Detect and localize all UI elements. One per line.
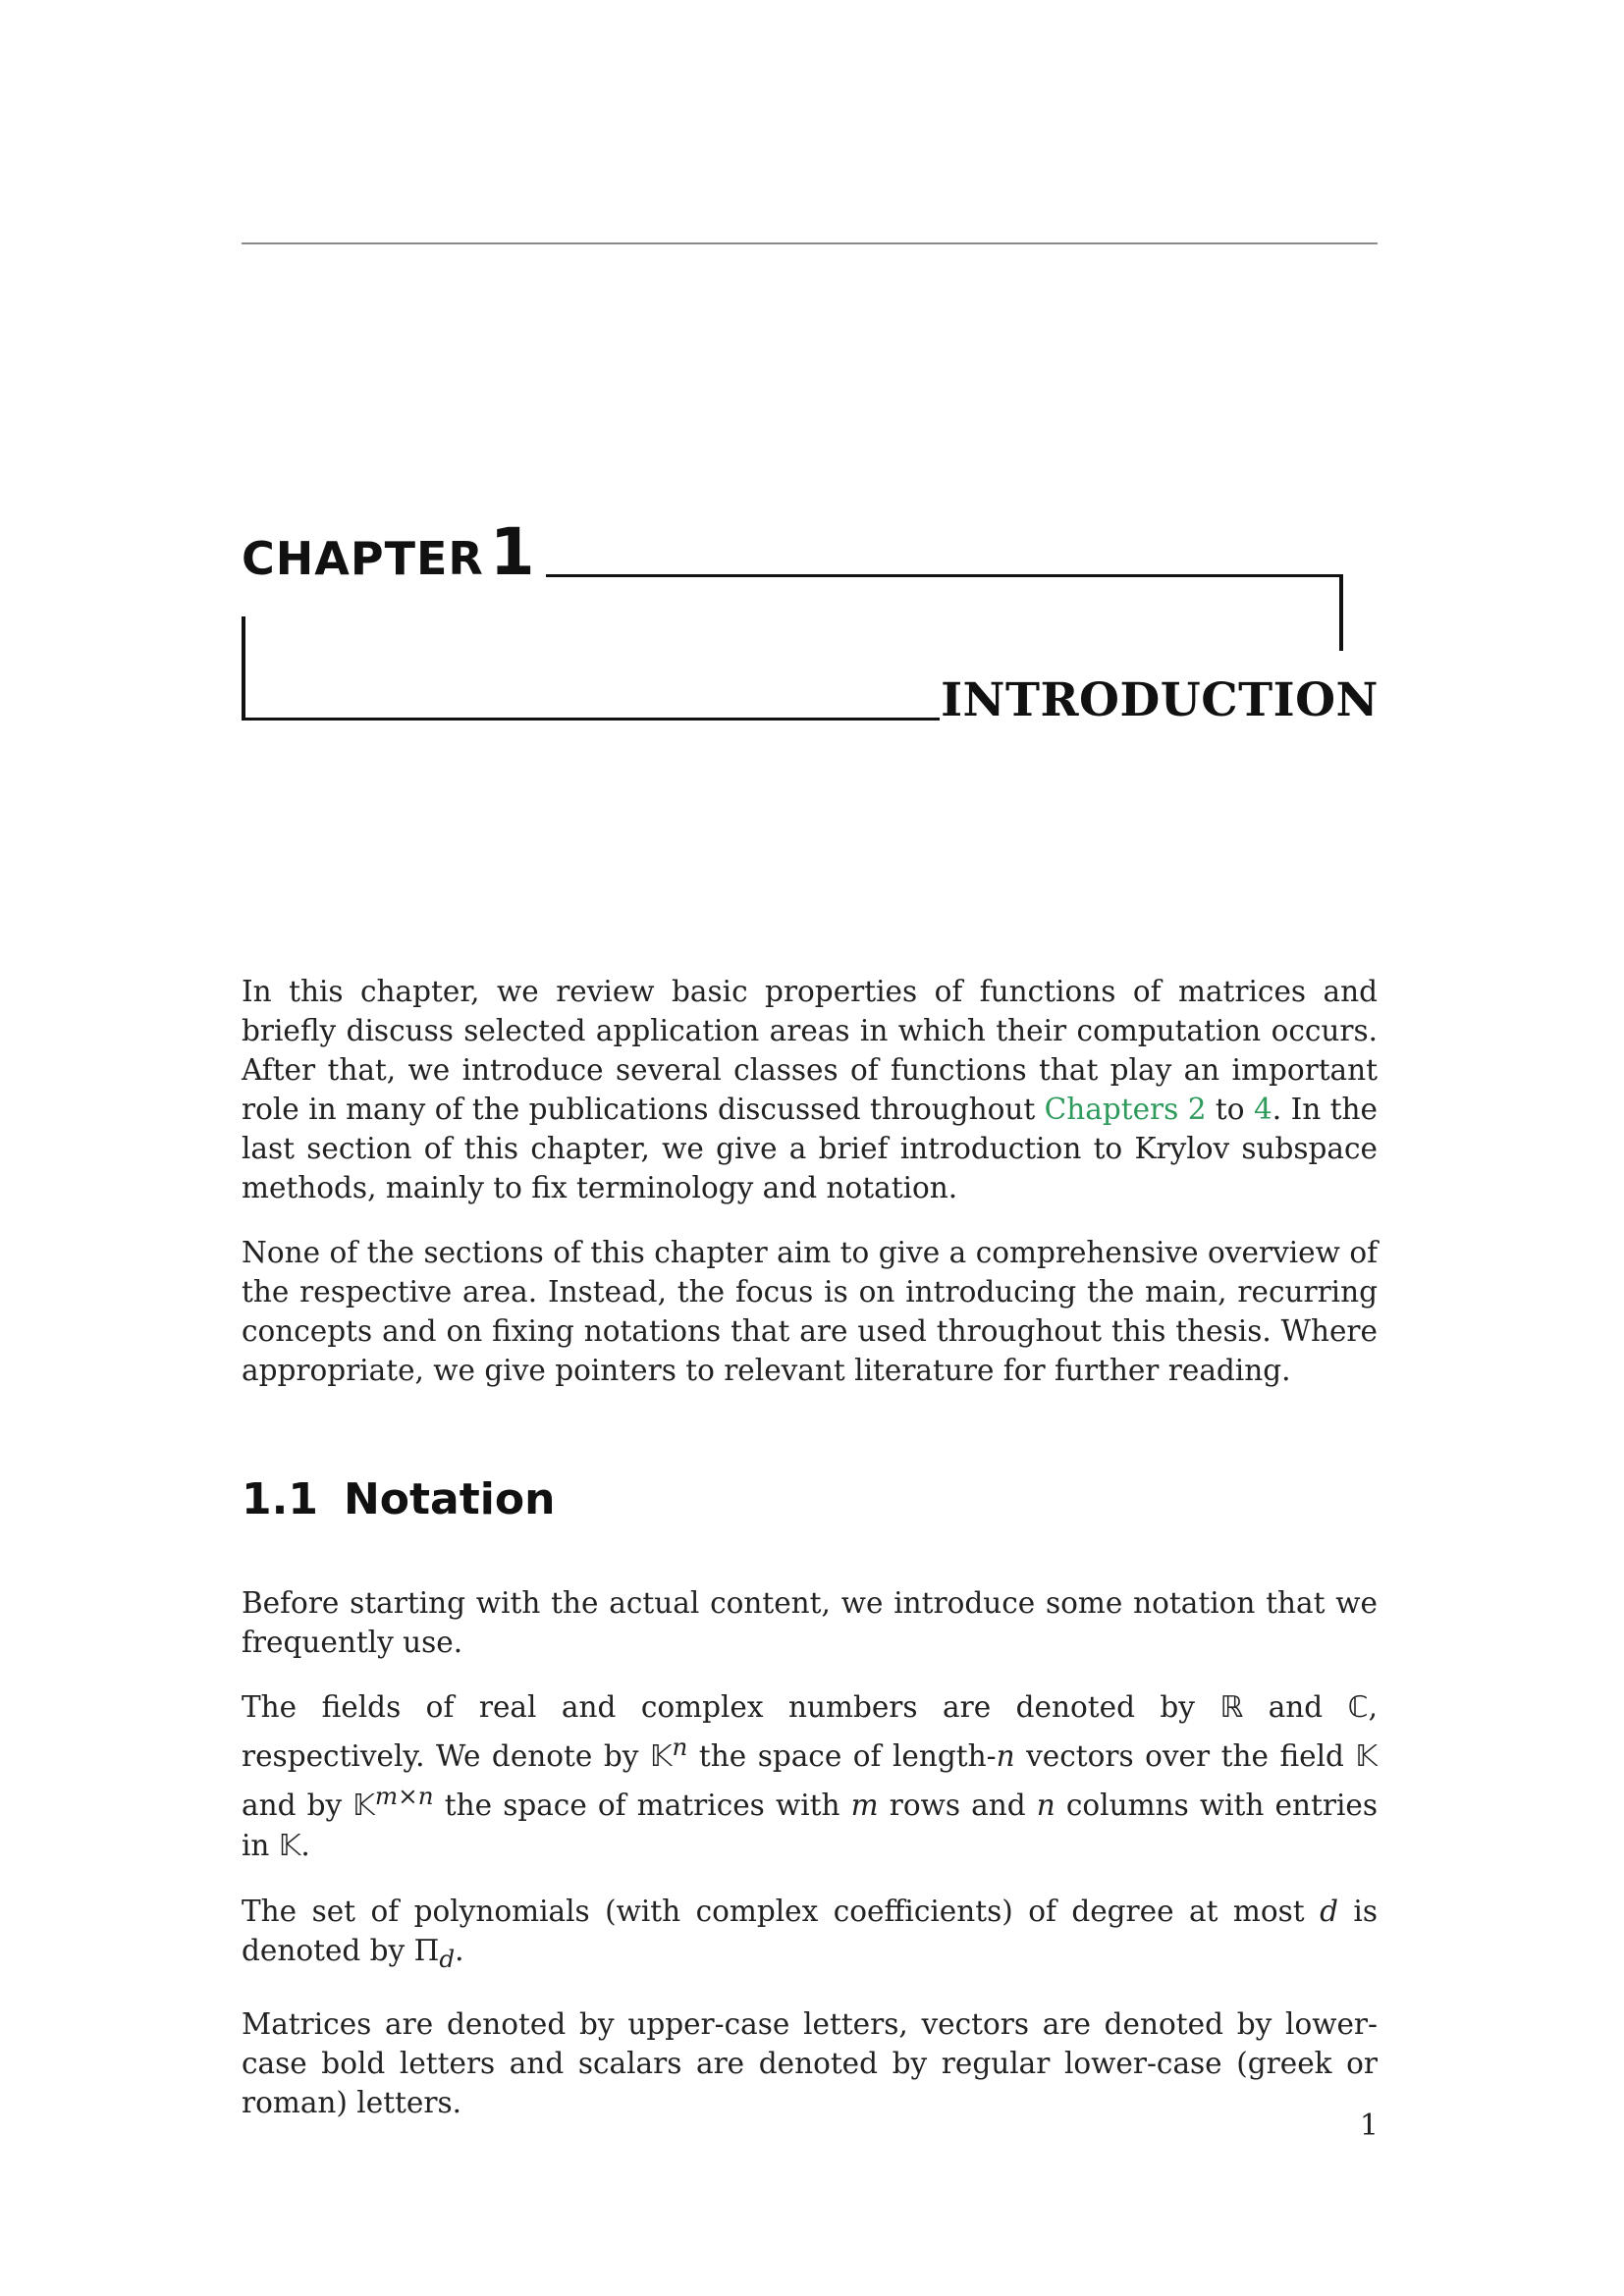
field-symbol: 𝕂 (1355, 1738, 1378, 1774)
chapter-frame-left-line (242, 616, 245, 721)
chapter-label (242, 514, 535, 590)
text-run: . (300, 1828, 310, 1862)
subscript-d: d (439, 1944, 456, 1973)
chapter-4-link[interactable]: 4 (1253, 1093, 1272, 1126)
text-run: the space of length- (687, 1738, 997, 1773)
page-number: 1 (1359, 2109, 1379, 2143)
variable-n: n (1036, 1788, 1056, 1822)
chapter-frame-bottom-line (242, 718, 940, 721)
notation-paragraph-3 (242, 1892, 1378, 1979)
text-run: is denoted by (242, 1894, 1378, 1967)
field-symbol: 𝕂 (278, 1828, 301, 1863)
superscript-m-times-n: m×n (374, 1781, 434, 1810)
intro-paragraph-1 (242, 972, 1378, 1207)
field-symbol: 𝕂 (649, 1738, 673, 1774)
intro-text-run: to (1206, 1093, 1254, 1126)
text-run: . (455, 1933, 464, 1967)
variable-m: m (850, 1788, 879, 1822)
text-run: and (1243, 1690, 1348, 1724)
text-run: The fields of real and complex numbers are denoted by (242, 1690, 1220, 1724)
section-title: Notation (343, 1474, 556, 1524)
chapter-frame-right-line (1339, 574, 1343, 651)
text-run: and by (242, 1788, 353, 1822)
real-numbers-symbol: ℝ (1219, 1690, 1244, 1725)
intro-text-run: In this chapter, we review basic properties of functions of matrices and briefly discuss selected application areas in which their computation occurs. After that, we introduce several classes of functions that play an important role in many of the publications discussed throughout (242, 975, 1378, 1126)
header-rule (242, 242, 1378, 244)
variable-n: n (996, 1738, 1015, 1773)
complex-numbers-symbol: ℂ (1347, 1690, 1369, 1725)
superscript-n: n (672, 1733, 688, 1761)
notation-paragraph-4: Matrices are denoted by upper-case letters, vectors are denoted by lower-case bold letters and scalars are denoted by regular lower-case (greek or roman) letters. (242, 2006, 1378, 2119)
field-symbol: 𝕂 (352, 1788, 375, 1823)
polynomial-space-symbol: Π (413, 1933, 440, 1967)
text-run: rows and (878, 1788, 1037, 1822)
notation-paragraph-2 (242, 1687, 1378, 1866)
chapter-number: 1 (489, 514, 535, 590)
variable-d: d (1320, 1894, 1338, 1928)
section-number: 1.1 (242, 1474, 318, 1524)
chapter-title: INTRODUCTION (941, 673, 1379, 727)
text-run: The set of polynomials (with complex coefficients) of degree at most (242, 1894, 1321, 1928)
section-heading (242, 1474, 556, 1524)
intro-text-run: . In the last section of this chapter, we give a brief introduction to Krylov subspace methods, mainly to fix terminology and notation. (242, 1093, 1378, 1204)
notation-paragraph-1: Before starting with the actual content, we introduce some notation that we frequently use. (242, 1586, 1378, 1659)
chapters-2-link[interactable]: Chapters 2 (1044, 1093, 1207, 1126)
intro-paragraph-2: None of the sections of this chapter aim to give a comprehensive overview of the respective area. Instead, the focus is on introducing the main, recurring concepts and on fixing notations that are used throughout this thesis. Where appropriate, we give pointers to relevant literature for further reading. (242, 1236, 1378, 1387)
chapter-word: CHAPTER (242, 532, 484, 585)
text-run: columns with entries in (242, 1788, 1378, 1862)
text-run: vectors over the field (1014, 1738, 1356, 1773)
notation-text (242, 1583, 1378, 2148)
text-run: , respectively. We denote by (242, 1690, 1378, 1773)
text-run: the space of matrices with (433, 1788, 851, 1822)
chapter-frame-top-line (546, 574, 1342, 577)
intro-text (242, 972, 1378, 1415)
